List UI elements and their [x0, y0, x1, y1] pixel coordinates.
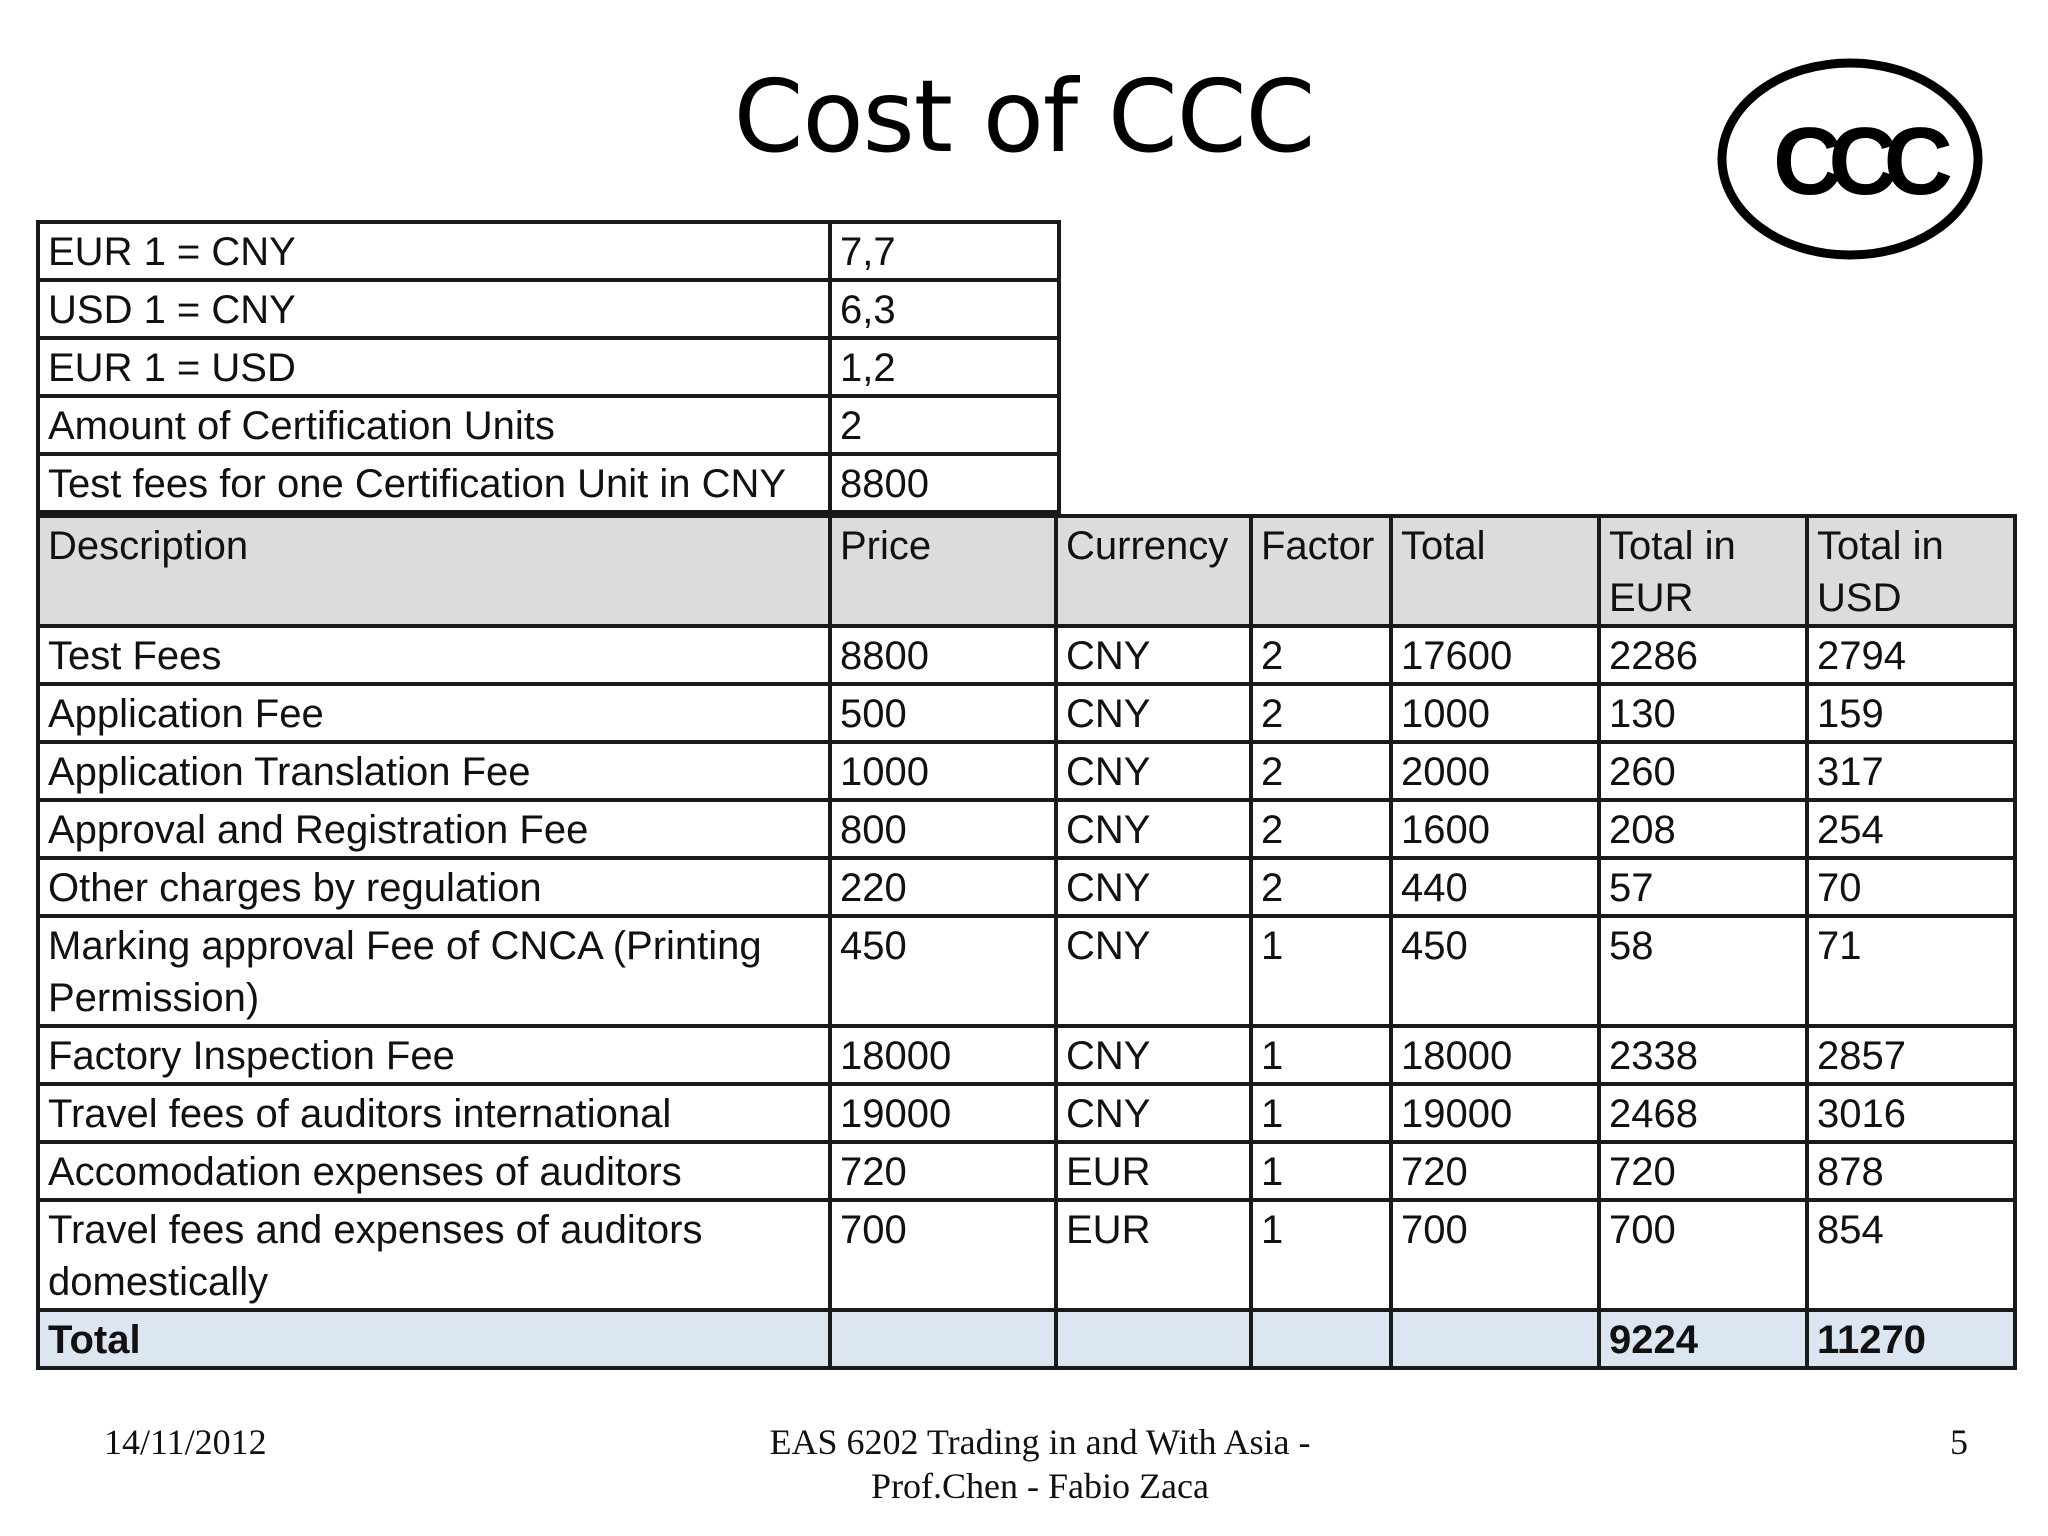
cell-currency: CNY [1056, 684, 1251, 742]
cell-currency: EUR [1056, 1142, 1251, 1200]
rates-value: 6,3 [830, 280, 1059, 338]
table-row [38, 858, 2015, 916]
rates-value: 1,2 [830, 338, 1059, 396]
cell-factor: 2 [1251, 742, 1391, 800]
cell-factor: 1 [1251, 1142, 1391, 1200]
footer-course [0, 1420, 2048, 1508]
cell-factor: 1 [1251, 1026, 1391, 1084]
header-total: Total [1391, 516, 1599, 626]
cell-factor: 2 [1251, 626, 1391, 684]
cell-description: Application Fee [38, 684, 830, 742]
table-row [38, 684, 2015, 742]
total-usd: 11270 [1807, 1310, 2015, 1368]
cell-description: Other charges by regulation [38, 858, 830, 916]
cell-currency: CNY [1056, 1026, 1251, 1084]
cell-total: 19000 [1391, 1084, 1599, 1142]
cell-total-eur: 2286 [1599, 626, 1807, 684]
cell-price: 1000 [830, 742, 1056, 800]
total-price [830, 1310, 1056, 1368]
cell-total-usd: 159 [1807, 684, 2015, 742]
footer-page-number: 5 [1950, 1422, 1968, 1462]
cell-currency: CNY [1056, 742, 1251, 800]
cell-description: Application Translation Fee [38, 742, 830, 800]
cell-total-eur: 2468 [1599, 1084, 1807, 1142]
rates-value: 7,7 [830, 222, 1059, 280]
cell-price: 220 [830, 858, 1056, 916]
rates-row [38, 454, 1059, 512]
cell-total-usd: 71 [1807, 916, 2015, 1026]
cell-price: 700 [830, 1200, 1056, 1310]
total-label: Total [38, 1310, 830, 1368]
cell-total-eur: 57 [1599, 858, 1807, 916]
cell-currency: CNY [1056, 916, 1251, 1026]
rates-value: 8800 [830, 454, 1059, 512]
cell-total-usd: 878 [1807, 1142, 2015, 1200]
cell-description: Approval and Registration Fee [38, 800, 830, 858]
cell-price: 8800 [830, 626, 1056, 684]
cell-currency: EUR [1056, 1200, 1251, 1310]
cell-description: Travel fees and expenses of auditors domestically [38, 1200, 830, 1310]
logo-text: CCC [1773, 108, 1939, 215]
cell-factor: 1 [1251, 1084, 1391, 1142]
total-eur: 9224 [1599, 1310, 1807, 1368]
cell-total: 450 [1391, 916, 1599, 1026]
footer-course-line1: EAS 6202 Trading in and With Asia - [769, 1422, 1311, 1462]
slide-title: Cost of CCC [733, 58, 1315, 175]
footer-date: 14/11/2012 [104, 1422, 267, 1462]
cell-total: 2000 [1391, 742, 1599, 800]
cell-price: 720 [830, 1142, 1056, 1200]
total-currency [1056, 1310, 1251, 1368]
cell-total-eur: 260 [1599, 742, 1807, 800]
table-row [38, 1084, 2015, 1142]
table-row [38, 1200, 2015, 1310]
table-row [38, 742, 2015, 800]
cell-currency: CNY [1056, 800, 1251, 858]
header-price: Price [830, 516, 1056, 626]
header-total-usd: Total in USD [1807, 516, 2015, 626]
total-factor [1251, 1310, 1391, 1368]
cell-total: 18000 [1391, 1026, 1599, 1084]
cell-factor: 2 [1251, 684, 1391, 742]
cell-total-usd: 2857 [1807, 1026, 2015, 1084]
rates-row [38, 280, 1059, 338]
rates-value: 2 [830, 396, 1059, 454]
cell-description: Marking approval Fee of CNCA (Printing Permission) [38, 916, 830, 1026]
rates-row [38, 222, 1059, 280]
cell-price: 500 [830, 684, 1056, 742]
cell-price: 450 [830, 916, 1056, 1026]
table-row [38, 1142, 2015, 1200]
cell-total-usd: 70 [1807, 858, 2015, 916]
cell-total-usd: 3016 [1807, 1084, 2015, 1142]
footer-course-line2: Prof.Chen - Fabio Zaca [871, 1466, 1209, 1506]
cell-total: 440 [1391, 858, 1599, 916]
cell-total-eur: 130 [1599, 684, 1807, 742]
total-total [1391, 1310, 1599, 1368]
header-description: Description [38, 516, 830, 626]
rates-row [38, 338, 1059, 396]
cell-description: Test Fees [38, 626, 830, 684]
table-header-row [38, 516, 2015, 626]
cell-description: Travel fees of auditors international [38, 1084, 830, 1142]
cell-description: Factory Inspection Fee [38, 1026, 830, 1084]
cell-currency: CNY [1056, 626, 1251, 684]
total-row [38, 1310, 2015, 1368]
table-row [38, 800, 2015, 858]
cell-factor: 2 [1251, 858, 1391, 916]
header-factor: Factor [1251, 516, 1391, 626]
rates-label: Amount of Certification Units [38, 396, 830, 454]
ccc-logo [1716, 56, 1984, 262]
cell-total-eur: 58 [1599, 916, 1807, 1026]
header-currency: Currency [1056, 516, 1251, 626]
cell-total: 720 [1391, 1142, 1599, 1200]
cell-currency: CNY [1056, 858, 1251, 916]
table-row [38, 916, 2015, 1026]
cell-total: 700 [1391, 1200, 1599, 1310]
rates-label: EUR 1 = CNY [38, 222, 830, 280]
cell-total: 17600 [1391, 626, 1599, 684]
cell-total-eur: 720 [1599, 1142, 1807, 1200]
cost-breakdown-table [36, 514, 2017, 1370]
table-row [38, 1026, 2015, 1084]
cell-factor: 1 [1251, 916, 1391, 1026]
cell-price: 18000 [830, 1026, 1056, 1084]
cell-description: Accomodation expenses of auditors [38, 1142, 830, 1200]
cell-factor: 1 [1251, 1200, 1391, 1310]
rates-label: USD 1 = CNY [38, 280, 830, 338]
rates-label: Test fees for one Certification Unit in CNY [38, 454, 830, 512]
cell-price: 800 [830, 800, 1056, 858]
cell-total-eur: 700 [1599, 1200, 1807, 1310]
cell-total-usd: 2794 [1807, 626, 2015, 684]
rates-label: EUR 1 = USD [38, 338, 830, 396]
cell-total-eur: 2338 [1599, 1026, 1807, 1084]
cell-total-usd: 854 [1807, 1200, 2015, 1310]
cell-currency: CNY [1056, 1084, 1251, 1142]
rates-row [38, 396, 1059, 454]
cell-price: 19000 [830, 1084, 1056, 1142]
cell-total: 1000 [1391, 684, 1599, 742]
cell-factor: 2 [1251, 800, 1391, 858]
header-total-eur: Total in EUR [1599, 516, 1807, 626]
exchange-rates-table [36, 220, 1061, 514]
cell-total-usd: 317 [1807, 742, 2015, 800]
cell-total: 1600 [1391, 800, 1599, 858]
cell-total-usd: 254 [1807, 800, 2015, 858]
cell-total-eur: 208 [1599, 800, 1807, 858]
table-row [38, 626, 2015, 684]
